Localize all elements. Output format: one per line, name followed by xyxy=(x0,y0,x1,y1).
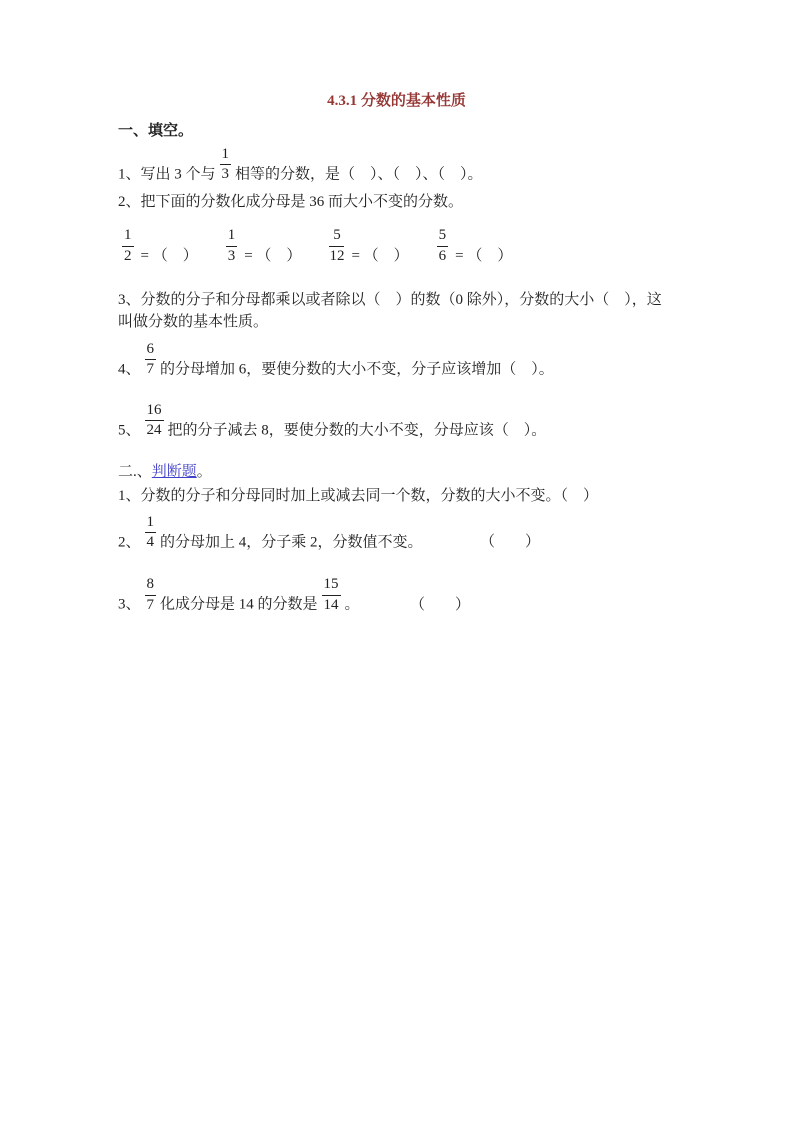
section-judge-heading xyxy=(118,461,675,483)
fill-q1 xyxy=(118,146,675,185)
fraction-one-fourth xyxy=(145,514,157,552)
equals-blank: = （ ） xyxy=(244,247,302,264)
fraction-numerator: 16 xyxy=(145,402,164,421)
fraction-one-third xyxy=(220,146,232,184)
equals-blank: = （ ） xyxy=(140,247,198,264)
fraction-five-sixths xyxy=(437,227,449,265)
fraction-sixteen-twentyfourths xyxy=(145,402,164,440)
page-title: 4.3.1 分数的基本性质 xyxy=(327,93,466,109)
judge-q2-suffix: 的分母加上 4，分子乘 2，分数值不变。 xyxy=(160,534,423,551)
fraction-numerator: 15 xyxy=(322,576,341,595)
fraction-fifteen-fourteenths xyxy=(322,576,341,614)
fraction-numerator: 1 xyxy=(226,227,238,246)
fill-q1-suffix: 相等的分数，是（ ）、（ ）、（ ）。 xyxy=(235,166,483,183)
fill-q2-fraction-row xyxy=(118,227,675,266)
fraction-numerator: 5 xyxy=(329,227,344,246)
fraction-one-third xyxy=(226,227,238,265)
judge-q3-mid: 化成分母是 14 的分数是 xyxy=(160,596,318,613)
fraction-denominator: 12 xyxy=(329,247,345,264)
fraction-numerator: 6 xyxy=(145,341,157,360)
fill-q4 xyxy=(118,341,675,380)
fraction-denominator: 6 xyxy=(438,247,447,264)
fraction-numerator: 1 xyxy=(220,146,232,165)
fraction-numerator: 1 xyxy=(122,227,134,246)
fraction-denominator: 3 xyxy=(227,247,236,264)
answer-bracket: （ ） xyxy=(417,596,471,613)
fraction-one-half xyxy=(122,227,134,265)
fraction-numerator: 8 xyxy=(145,576,157,595)
fill-q5-suffix: 把的分子减去 8，要使分数的大小不变，分母应该（ ）。 xyxy=(167,422,547,438)
fill-q1-prefix: 1、写出 3 个与 xyxy=(118,166,216,183)
equals-blank: = （ ） xyxy=(351,247,409,264)
fraction-denominator: 7 xyxy=(146,360,155,377)
fill-q3: 3、分数的分子和分母都乘以或者除以（ ）的数（0 除外），分数的大小（ ），这叫做分数的基本性质。 xyxy=(118,291,662,330)
judge-q3-prefix: 3、 xyxy=(118,596,141,613)
fraction-denominator: 7 xyxy=(146,596,155,613)
worksheet-content xyxy=(118,90,675,616)
fraction-denominator: 14 xyxy=(323,596,339,613)
fraction-equation xyxy=(118,227,198,266)
fraction-equation xyxy=(222,227,302,266)
fill-q2-text: 2、把下面的分数化成分母是 36 而大小不变的分数。 xyxy=(118,194,464,211)
fill-q4-prefix: 4、 xyxy=(118,360,141,377)
section-judge-suffix: 。 xyxy=(196,464,212,480)
fraction-equation xyxy=(325,227,408,266)
fraction-denominator: 24 xyxy=(146,422,162,438)
judge-link[interactable]: 判断题 xyxy=(151,464,197,480)
fill-q5 xyxy=(118,402,675,441)
fraction-denominator: 3 xyxy=(221,166,230,183)
fraction-numerator: 5 xyxy=(437,227,449,246)
judge-q3 xyxy=(118,576,675,615)
fraction-equation xyxy=(433,227,513,266)
judge-q2-prefix: 2、 xyxy=(118,534,141,551)
fraction-numerator: 1 xyxy=(145,514,157,533)
fraction-eight-sevenths xyxy=(145,576,157,614)
section-judge-prefix: 二.、 xyxy=(118,464,152,480)
fill-q4-suffix: 的分母增加 6，要使分数的大小不变，分子应该增加（ ）。 xyxy=(160,360,554,377)
fraction-denominator: 4 xyxy=(146,534,155,551)
fraction-five-twelfths xyxy=(329,227,344,265)
fill-q5-prefix: 5、 xyxy=(118,422,141,438)
fraction-denominator: 2 xyxy=(124,247,132,264)
judge-q3-suffix: 。 xyxy=(344,596,360,613)
judge-q1: 1、分数的分子和分母同时加上或减去同一个数，分数的大小不变。（ ） xyxy=(118,488,599,504)
fraction-six-sevenths xyxy=(145,341,157,379)
equals-blank: = （ ） xyxy=(455,247,513,264)
answer-bracket: （ ） xyxy=(487,534,541,551)
judge-q2 xyxy=(118,514,675,553)
section-fill-heading: 一、填空。 xyxy=(118,123,194,139)
